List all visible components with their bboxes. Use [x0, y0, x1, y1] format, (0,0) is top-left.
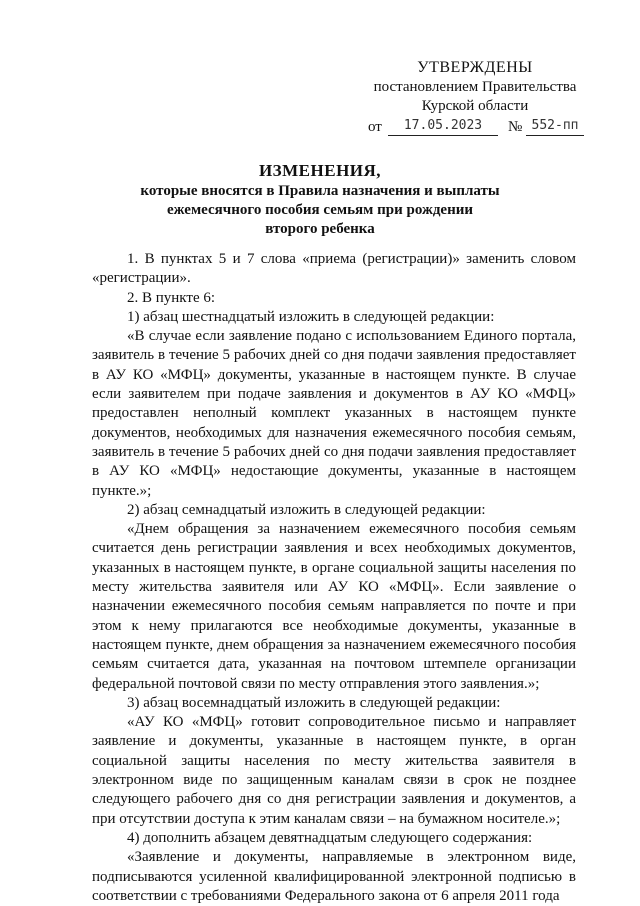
approval-line-2: Курской области [421, 98, 529, 114]
title-line-1: которые вносятся в Правила назначения и выплаты [140, 183, 500, 199]
approval-heading: УТВЕРЖДЕНЫ [417, 59, 533, 76]
approval-block [360, 58, 590, 136]
paragraph-item-2: 2. В пункте 6: [127, 289, 216, 306]
document-title [90, 160, 550, 239]
paragraph-quote-4: «Заявление и документы, направляемые в электронном виде, подписываются усиленной квалифицированной электронной подписью в соответствии с требованиями Федерального закона от 6 апреля 2011 года [92, 849, 576, 904]
paragraph-quote-2: «Днем обращения за назначением ежемесячного пособия семьям считается день регистрации заявления и всех необходимых документов, указанных в настоящем пункте, в органе социальной защиты населения по месту жительства заявителя или АУ КО «МФЦ». Если заявление о назначении ежемесячного пособия семьям направляется по почте и при этом к нему прилагаются все необходимые документы, указанные в настоящем пункте, днем обращения за назначением ежемесячного пособия семьям считается дата, указанная на почтовом штемпеле организации федеральной почтовой связи по месту отправления этого заявления.»; [92, 521, 576, 692]
title-line-2: ежемесячного пособия семьям при рождении [166, 202, 474, 218]
paragraph-quote-1: «В случае если заявление подано с использованием Единого портала, заявитель в течение 5 рабочих дней со дня подачи заявления предоставляет в АУ КО «МФЦ» документы, указанные в настоящем пункте. В случае если заявителем при подаче заявления и документов в АУ КО «МФЦ» предоставлен неполный комплект указанных в настоящем пункте документов, необходимых для назначения ежемесячного пособия семьям, заявитель в течение 5 рабочих дней со дня подачи заявления предоставляет в АУ КО «МФЦ» недостающие документы, указанные в настоящем пункте.»; [92, 328, 576, 499]
approval-date: 17.05.2023 [388, 116, 498, 136]
document-body [92, 250, 576, 906]
approval-number: 552-пп [526, 116, 584, 136]
paragraph-subitem-2: 2) абзац семнадцатый изложить в следующей редакции: [127, 501, 486, 518]
approval-date-line [360, 116, 590, 136]
approval-line-1: постановлением Правительства [373, 79, 577, 95]
number-prefix: № [508, 119, 523, 135]
date-prefix: от [368, 119, 382, 135]
title-main: ИЗМЕНЕНИЯ, [258, 161, 382, 180]
paragraph-subitem-3: 3) абзац восемнадцатый изложить в следующей редакции: [127, 694, 501, 711]
title-line-3: второго ребенка [265, 221, 375, 237]
paragraph-item-1: 1. В пунктах 5 и 7 слова «приема (регистрации)» заменить словом «регистрации». [92, 251, 576, 287]
paragraph-quote-3: «АУ КО «МФЦ» готовит сопроводительное письмо и направляет заявление и документы, указанные в настоящем пункте, в орган социальной защиты населения по месту жительства заявителя в электронном виде по защищенным каналам связи в срок не позднее следующего рабочего дня со дня регистрации заявления и документов, а при отсутствии доступа к этим каналам связи – на бумажном носителе.»; [92, 714, 576, 827]
paragraph-subitem-4: 4) дополнить абзацем девятнадцатым следующего содержания: [127, 829, 533, 846]
paragraph-subitem-1: 1) абзац шестнадцатый изложить в следующей редакции: [127, 308, 495, 325]
